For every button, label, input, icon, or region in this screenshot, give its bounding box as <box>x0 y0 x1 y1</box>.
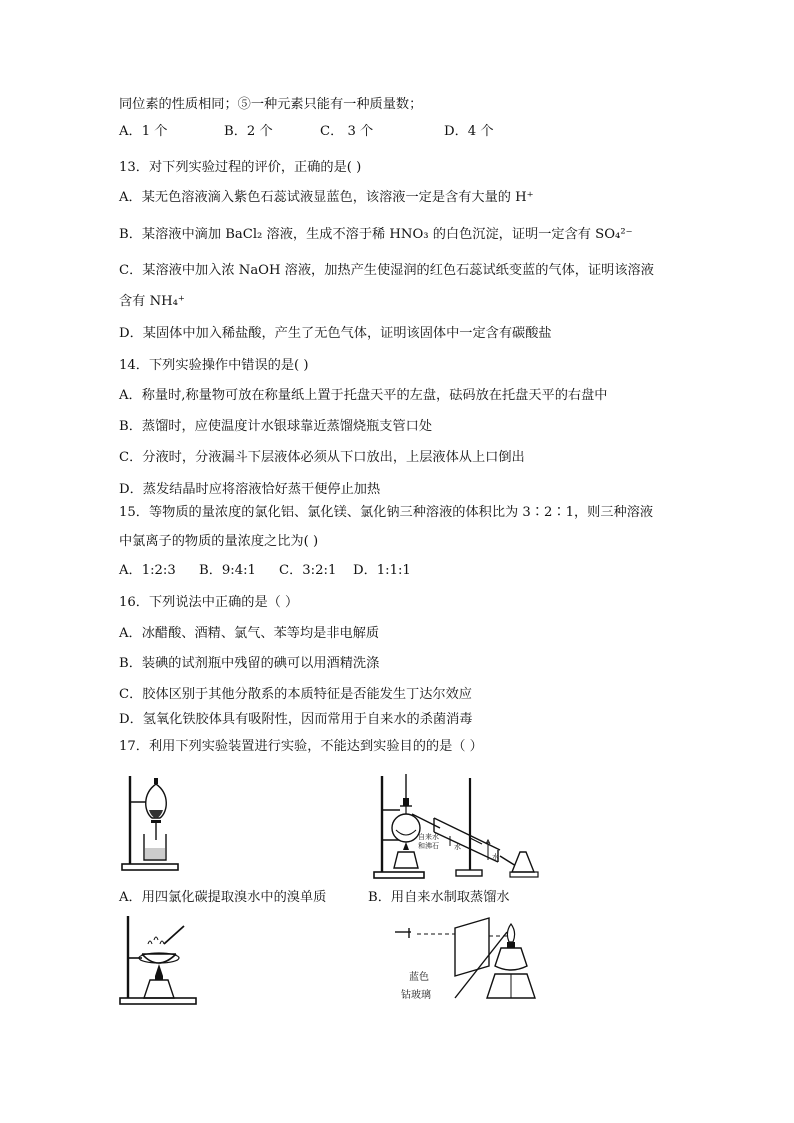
caption-b: B．用自来水制取蒸馏水 <box>368 890 510 905</box>
label-blue: 蓝色 <box>409 972 429 983</box>
option-a: A．1 个 <box>119 124 168 139</box>
q16-option-c: C．胶体区别于其他分散系的本质特征是否能发生丁达尔效应 <box>119 687 472 702</box>
question-13: 13．对下列实验过程的评价，正确的是( ) <box>119 160 362 175</box>
option-b: B．2 个 <box>224 124 273 139</box>
q16-option-a: A．冰醋酸、酒精、氯气、苯等均是非电解质 <box>119 626 380 641</box>
q15-options <box>119 562 411 580</box>
q14-option-c: C．分液时，分液漏斗下层液体必须从下口放出，上层液体从上口倒出 <box>119 450 525 465</box>
q14-option-a: A．称量时,称量物可放在称量纸上置于托盘天平的左盘，砝码放在托盘天平的右盘中 <box>119 388 608 403</box>
figure-a-separatory-funnel <box>118 772 198 872</box>
q14-option-d: D．蒸发结晶时应将溶液恰好蒸干便停止加热 <box>119 482 381 497</box>
option-d: D．4 个 <box>444 124 494 139</box>
question-17: 17．利用下列实验装置进行实验，不能达到实验目的的是（ ） <box>119 739 483 754</box>
option-b: B．9:4:1 <box>199 563 256 578</box>
text-line: 同位素的性质相同；⑤一种元素只能有一种质量数； <box>119 97 423 112</box>
option-d: D．1:1:1 <box>353 563 411 578</box>
question-15-cont: 中氯离子的物质的量浓度之比为( ) <box>119 534 319 549</box>
label-water-out: 水 <box>492 853 499 861</box>
question-16: 16．下列说法中正确的是（ ） <box>119 595 299 610</box>
label-boiling-chips: 和沸石 <box>418 842 439 850</box>
option-c: C．3:2:1 <box>279 563 337 578</box>
question-15: 15．等物质的量浓度的氯化铝、氯化镁、氯化钠三种溶液的体积比为 3∶2∶1，则三种溶液 <box>119 505 654 520</box>
question-14: 14．下列实验操作中错误的是( ) <box>119 358 309 373</box>
q14-option-b: B．蒸馏时，应使温度计水银球靠近蒸馏烧瓶支管口处 <box>119 419 433 434</box>
q16-option-b: B．装碘的试剂瓶中残留的碘可以用酒精洗涤 <box>119 656 380 671</box>
label-cobalt-glass: 钴玻璃 <box>401 990 431 1001</box>
q13-option-b: B．某溶液中滴加 BaCl₂ 溶液，生成不溶于稀 HNO₃ 的白色沉淀，证明一定含有 SO₄²⁻ <box>119 227 633 242</box>
label-tap-water: 自来水 <box>418 833 439 841</box>
figure-b-distillation <box>370 770 550 882</box>
q13-option-a: A．某无色溶液滴入紫色石蕊试液显蓝色，该溶液一定是含有大量的 H⁺ <box>119 190 534 205</box>
q13-option-c-cont: 含有 NH₄⁺ <box>119 294 185 309</box>
q13-option-c: C．某溶液中加入浓 NaOH 溶液，加热产生使湿润的红色石蕊试纸变蓝的气体，证明该溶液 <box>119 263 654 278</box>
figure-c-evaporation <box>118 914 198 1006</box>
option-a: A．1:2:3 <box>119 563 176 578</box>
q13-option-d: D．某固体中加入稀盐酸，产生了无色气体，证明该固体中一定含有碳酸盐 <box>119 326 552 341</box>
figure-d-flame-test <box>395 914 555 1008</box>
label-water-in: 水 <box>454 843 461 851</box>
caption-a: A．用四氯化碳提取溴水中的溴单质 <box>119 890 327 905</box>
q12-options <box>119 123 494 141</box>
option-c: C． 3 个 <box>320 124 374 139</box>
q16-option-d: D．氢氧化铁胶体具有吸附性，因而常用于自来水的杀菌消毒 <box>119 712 473 727</box>
